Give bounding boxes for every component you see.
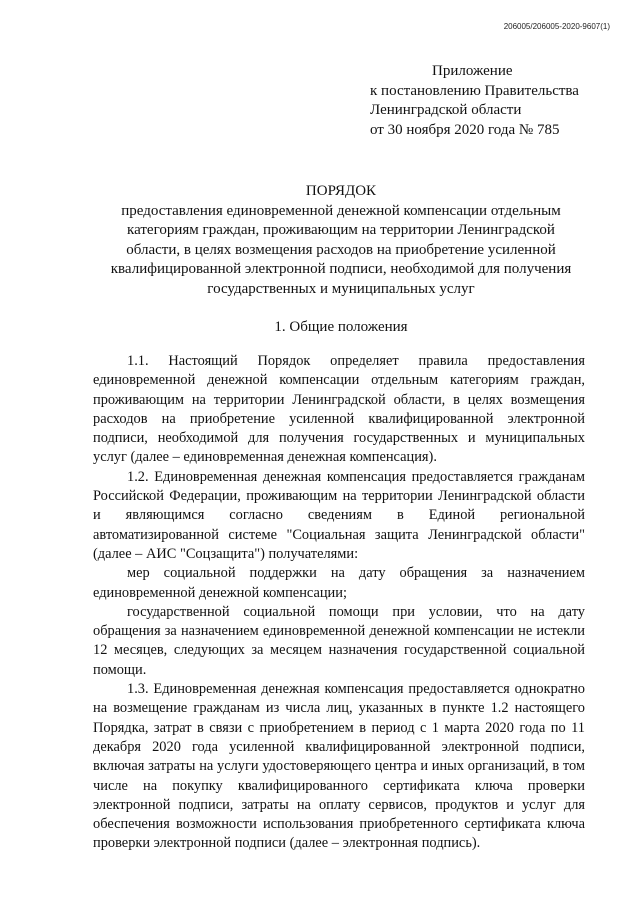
heading-line: государственных и муниципальных услуг	[207, 280, 475, 297]
paragraph: государственной социальной помощи при условии, что на дату обращения за назначением единовременной денежной компенсации не истекли 12 месяцев, следующих за месяцем назначения государственной социальной помощи.	[93, 603, 585, 678]
appendix-block	[370, 62, 579, 140]
section-title: 1. Общие положения	[274, 319, 408, 335]
paragraph: 1.1. Настоящий Порядок определяет правила предоставления единовременной денежной компенсации отдельным категориям граждан, проживающим на территории Ленинградской области, в целях возмещения расходов на приобретение усиленной квалифицированной электронной подписи, необходимой для получения государственных и муниципальных услуг (далее – единовременная денежная компенсация).	[93, 353, 585, 466]
appendix-line: от 30 ноября 2020 года № 785	[370, 121, 560, 138]
appendix-title: Приложение	[432, 63, 513, 79]
document-heading	[90, 182, 592, 299]
document-id: 206005/206005-2020-9607(1)	[503, 22, 610, 31]
heading-line: предоставления единовременной денежной компенсации отдельным	[121, 202, 561, 219]
paragraph: мер социальной поддержки на дату обращения за назначением единовременной денежной компенсации;	[93, 565, 585, 601]
heading-line: области, в целях возмещения расходов на приобретение усиленной	[126, 241, 556, 258]
heading-line: квалифицированной электронной подписи, необходимой для получения	[110, 261, 572, 277]
document-title: ПОРЯДОК	[305, 183, 377, 199]
document-body	[93, 352, 585, 854]
appendix-line: к постановлению Правительства	[370, 82, 579, 99]
heading-line: категориям граждан, проживающим на территории Ленинградской	[127, 222, 555, 238]
paragraph: 1.3. Единовременная денежная компенсация предоставляется однократно на возмещение гражданам из числа лиц, указанных в пункте 1.2 настоящего Порядка, затрат в связи с приобретением в период с 1 марта 2020 года по 11 декабря 2020 года усиленной квалифицированной электронной подписи, включая затраты на услуги удостоверяющего центра и иных организаций, в том числе на покупку квалифицированного сертификата ключа проверки электронной подписи, затраты на оплату сервисов, продуктов и услуг для обеспечения возможности использования приобретенного сертификата ключа проверки электронной подписи (далее – электронная подпись).	[93, 681, 585, 852]
appendix-line: Ленинградской области	[370, 102, 522, 118]
paragraph: 1.2. Единовременная денежная компенсация предоставляется гражданам Российской Федерации, проживающим на территории Ленинградской области и являющимся согласно сведениям в Единой региональной автоматизированной системе "Социальная защита Ленинградской области" (далее – АИС "Соцзащита") получателями:	[93, 468, 585, 562]
